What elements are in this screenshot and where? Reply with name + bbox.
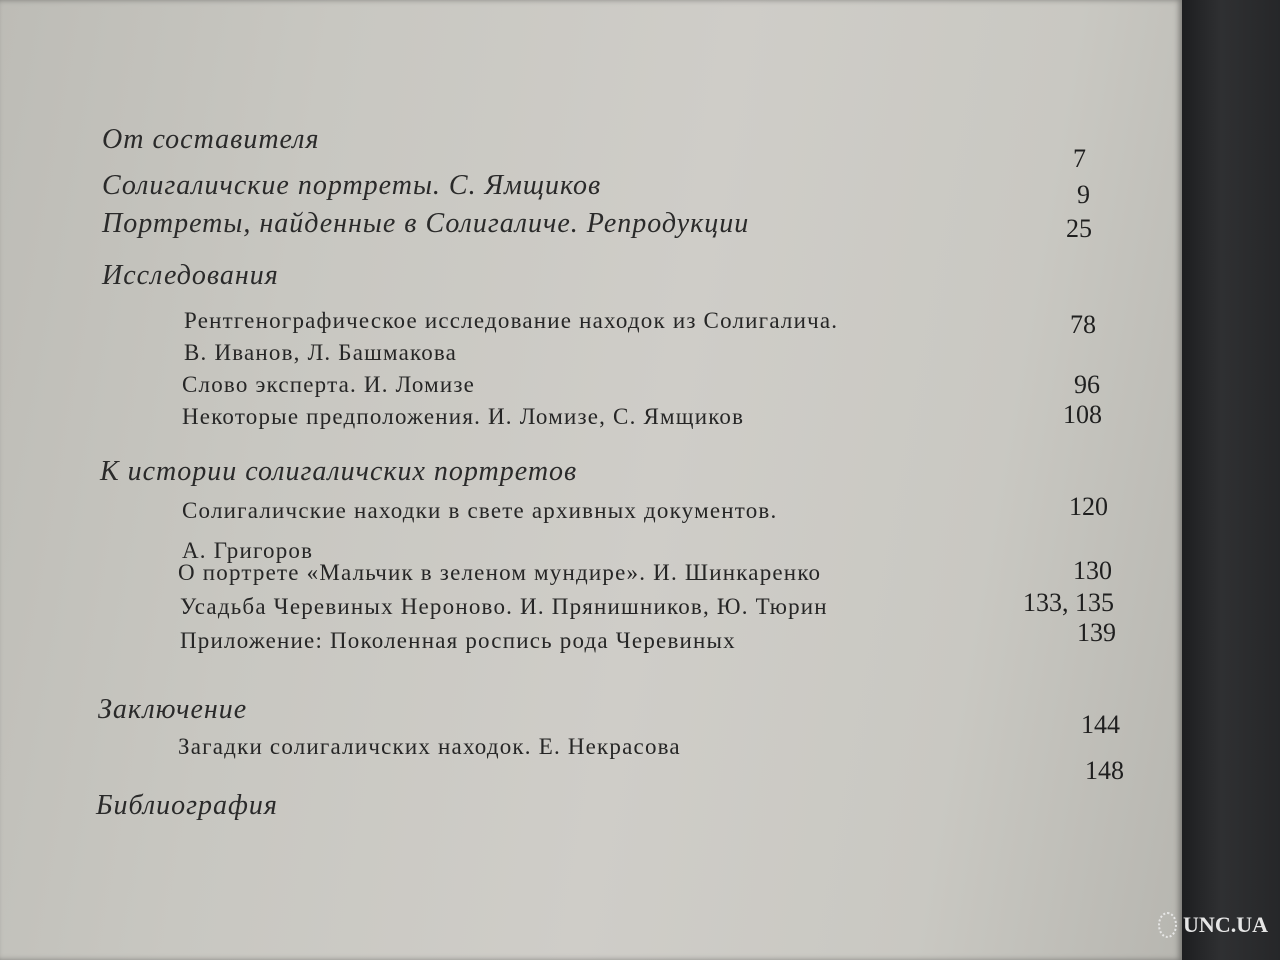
toc-entry: Солигаличские находки в свете архивных документов. — [182, 498, 778, 523]
toc-page-25: 25 — [1066, 214, 1092, 243]
toc-entry-authors: В. Иванов, Л. Башмакова — [184, 340, 458, 365]
toc-entry: Загадки солигаличских находок. Е. Некрасова — [178, 734, 681, 759]
toc-page-133-135: 133, 135 — [1023, 588, 1114, 617]
toc-heading-bibliografiya: Библиография — [96, 790, 278, 821]
toc-heading-soligalich-portrety: Солигаличские портреты. С. Ямщиков — [102, 170, 602, 201]
toc-section-zaklyuchenie: Заключение — [98, 694, 248, 725]
watermark-logo-icon — [1158, 912, 1177, 938]
book-cover-edge — [1182, 0, 1280, 960]
watermark-text: UNC.UA — [1183, 912, 1268, 937]
toc-entry: Слово эксперта. И. Ломизе — [182, 372, 476, 397]
toc-section-issledovaniya: Исследования — [102, 260, 279, 291]
toc-entry: Усадьба Черевиных Нероново. И. Прянишников, Ю. Тюрин — [180, 594, 828, 619]
toc-page-144: 144 — [1081, 710, 1120, 739]
toc-page-130: 130 — [1073, 556, 1112, 585]
toc-entry: Рентгенографическое исследование находок из Солигалича. — [184, 308, 839, 333]
toc-page-96: 96 — [1074, 370, 1100, 399]
toc-page-148: 148 — [1085, 756, 1124, 785]
toc-heading-ot-sostavitelya: От составителя — [102, 124, 320, 155]
toc-entry-authors: А. Григоров — [182, 538, 314, 563]
toc-page-108: 108 — [1063, 400, 1102, 429]
toc-page-120: 120 — [1069, 492, 1108, 521]
watermark — [1158, 900, 1268, 950]
toc-entry: Некоторые предположения. И. Ломизе, С. Ямщиков — [182, 404, 745, 429]
toc-heading-portrety-naidennye: Портреты, найденные в Солигаличе. Репродукции — [102, 208, 750, 239]
toc-entry: Приложение: Поколенная роспись рода Черевиных — [180, 628, 736, 653]
toc-page-78: 78 — [1070, 310, 1096, 339]
toc-page-139: 139 — [1077, 618, 1116, 647]
toc-section-k-istorii: К истории солигаличских портретов — [100, 456, 578, 487]
toc-entry: О портрете «Мальчик в зеленом мундире». И. Шинкаренко — [178, 560, 822, 585]
toc-page-7: 7 — [1073, 144, 1086, 173]
toc-page-9: 9 — [1077, 180, 1090, 209]
